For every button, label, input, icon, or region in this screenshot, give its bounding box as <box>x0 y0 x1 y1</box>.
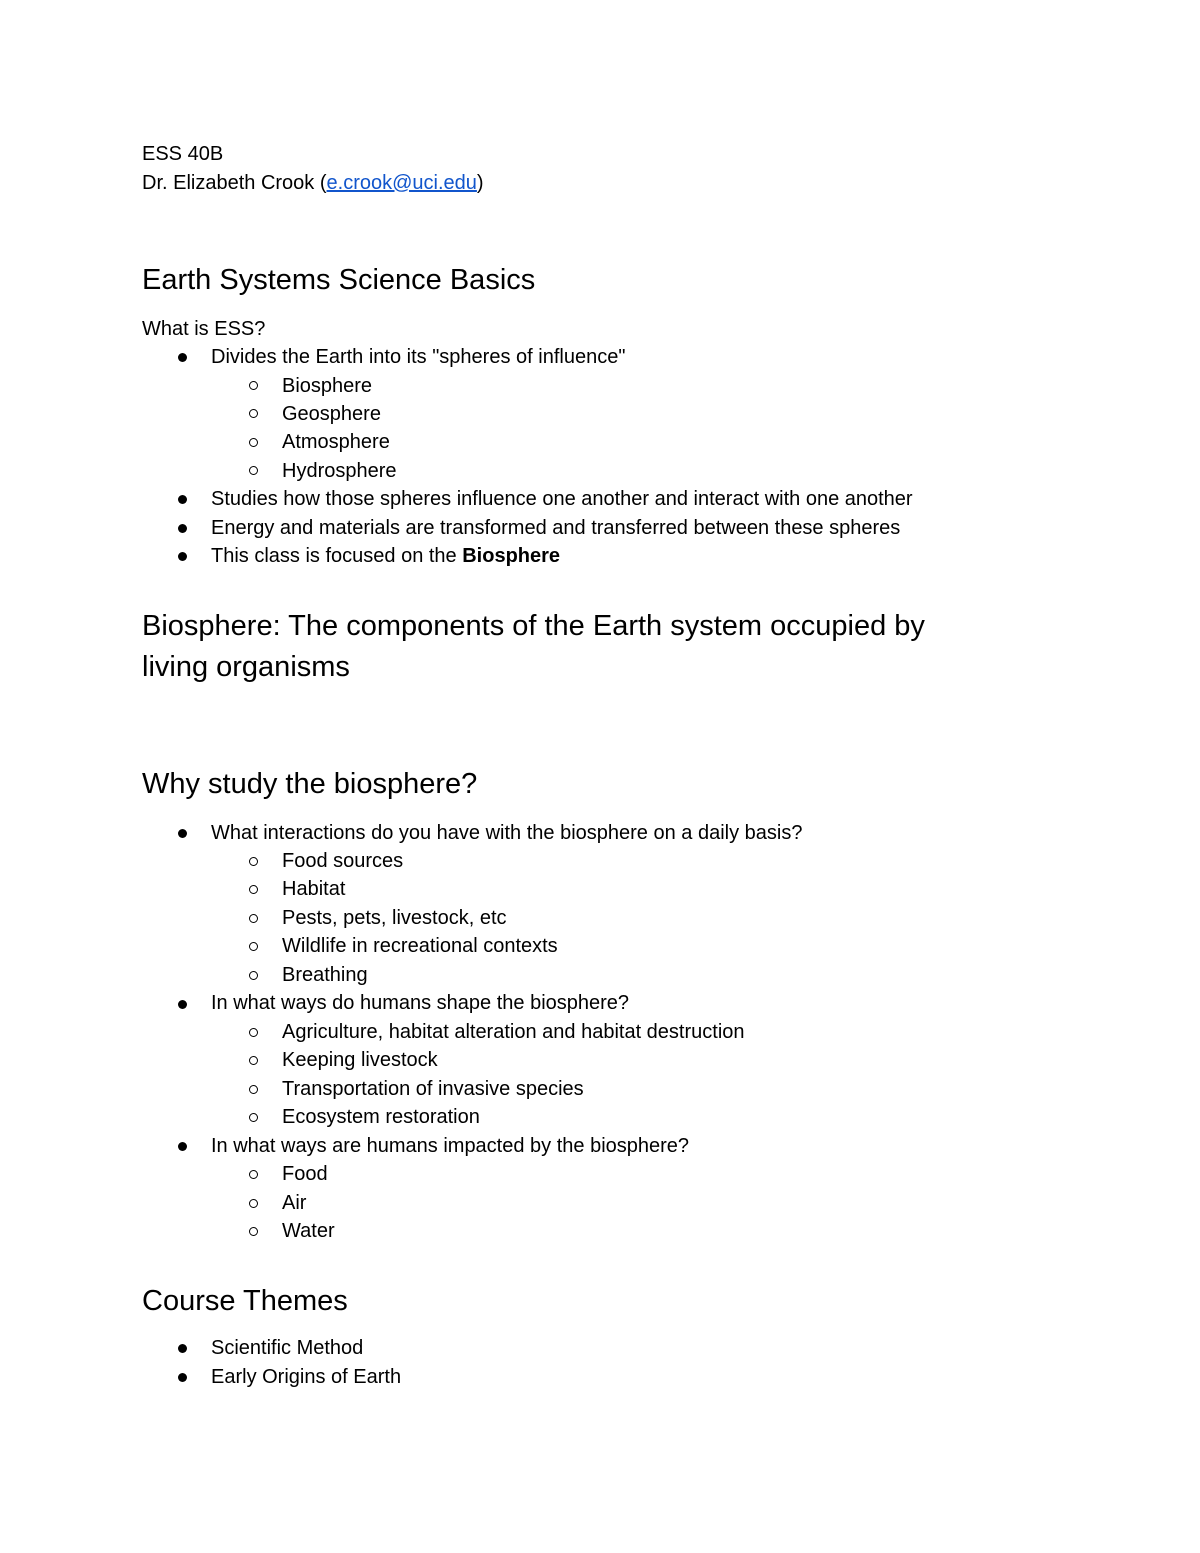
intro-question: What is ESS? <box>142 318 266 340</box>
bullet-dot-icon <box>178 495 187 504</box>
list-subitem: Transportation of invasive species <box>282 1078 584 1100</box>
list-item <box>211 544 560 568</box>
list-subitem: Breathing <box>282 964 368 986</box>
bullet-ring-icon <box>249 1227 258 1236</box>
bullet-ring-icon <box>249 1085 258 1094</box>
list-item-text: This class is focused on the <box>211 545 463 567</box>
list-item: Scientific Method <box>211 1337 364 1359</box>
bullet-ring-icon <box>249 409 258 418</box>
bullet-ring-icon <box>249 1170 258 1179</box>
course-code: ESS 40B <box>142 143 224 165</box>
bullet-ring-icon <box>249 381 258 390</box>
heading-why-study: Why study the biosphere? <box>142 768 478 800</box>
list-subitem: Keeping livestock <box>282 1049 438 1071</box>
instructor-line <box>142 171 484 195</box>
list-subitem: Atmosphere <box>282 431 390 453</box>
bullet-ring-icon <box>249 914 258 923</box>
bullet-dot-icon <box>178 552 187 561</box>
list-subitem: Hydrosphere <box>282 460 397 482</box>
bullet-ring-icon <box>249 971 258 980</box>
bullet-ring-icon <box>249 1199 258 1208</box>
heading-biosphere-definition: Biosphere: The components of the Earth system occupied by <box>142 610 925 642</box>
heading-ess-basics: Earth Systems Science Basics <box>142 264 536 296</box>
bullet-ring-icon <box>249 1113 258 1122</box>
list-subitem: Agriculture, habitat alteration and habitat destruction <box>282 1021 745 1043</box>
bullet-ring-icon <box>249 1028 258 1037</box>
bullet-ring-icon <box>249 1056 258 1065</box>
instructor-name: Dr. Elizabeth Crook ( <box>142 172 327 194</box>
heading-course-themes: Course Themes <box>142 1285 348 1317</box>
list-item: Studies how those spheres influence one another and interact with one another <box>211 488 913 510</box>
instructor-email-link[interactable]: e.crook@uci.edu <box>326 172 477 194</box>
list-item: Divides the Earth into its "spheres of influence" <box>211 346 626 368</box>
biosphere-emphasis: Biosphere <box>462 545 561 567</box>
bullet-dot-icon <box>178 1373 187 1382</box>
bullet-ring-icon <box>249 438 258 447</box>
bullet-dot-icon <box>178 353 187 362</box>
list-item: Early Origins of Earth <box>211 1366 402 1388</box>
bullet-ring-icon <box>249 885 258 894</box>
list-subitem: Ecosystem restoration <box>282 1106 480 1128</box>
list-subitem: Geosphere <box>282 403 381 425</box>
list-subitem: Water <box>282 1220 335 1242</box>
bullet-ring-icon <box>249 857 258 866</box>
list-subitem: Wildlife in recreational contexts <box>282 935 558 957</box>
list-item: What interactions do you have with the biosphere on a daily basis? <box>211 822 803 844</box>
list-subitem: Biosphere <box>282 375 373 397</box>
list-subitem: Food sources <box>282 850 404 872</box>
heading-biosphere-definition-cont: living organisms <box>142 651 350 683</box>
list-subitem: Air <box>282 1192 307 1214</box>
bullet-dot-icon <box>178 829 187 838</box>
bullet-dot-icon <box>178 1000 187 1009</box>
list-subitem: Pests, pets, livestock, etc <box>282 907 507 929</box>
bullet-ring-icon <box>249 942 258 951</box>
list-item: In what ways are humans impacted by the biosphere? <box>211 1135 690 1157</box>
list-subitem: Food <box>282 1163 328 1185</box>
bullet-ring-icon <box>249 466 258 475</box>
bullet-dot-icon <box>178 524 187 533</box>
list-item: Energy and materials are transformed and transferred between these spheres <box>211 517 901 539</box>
instructor-suffix: ) <box>476 172 484 194</box>
list-subitem: Habitat <box>282 878 346 900</box>
bullet-dot-icon <box>178 1142 187 1151</box>
bullet-dot-icon <box>178 1344 187 1353</box>
list-item: In what ways do humans shape the biosphere? <box>211 992 630 1014</box>
